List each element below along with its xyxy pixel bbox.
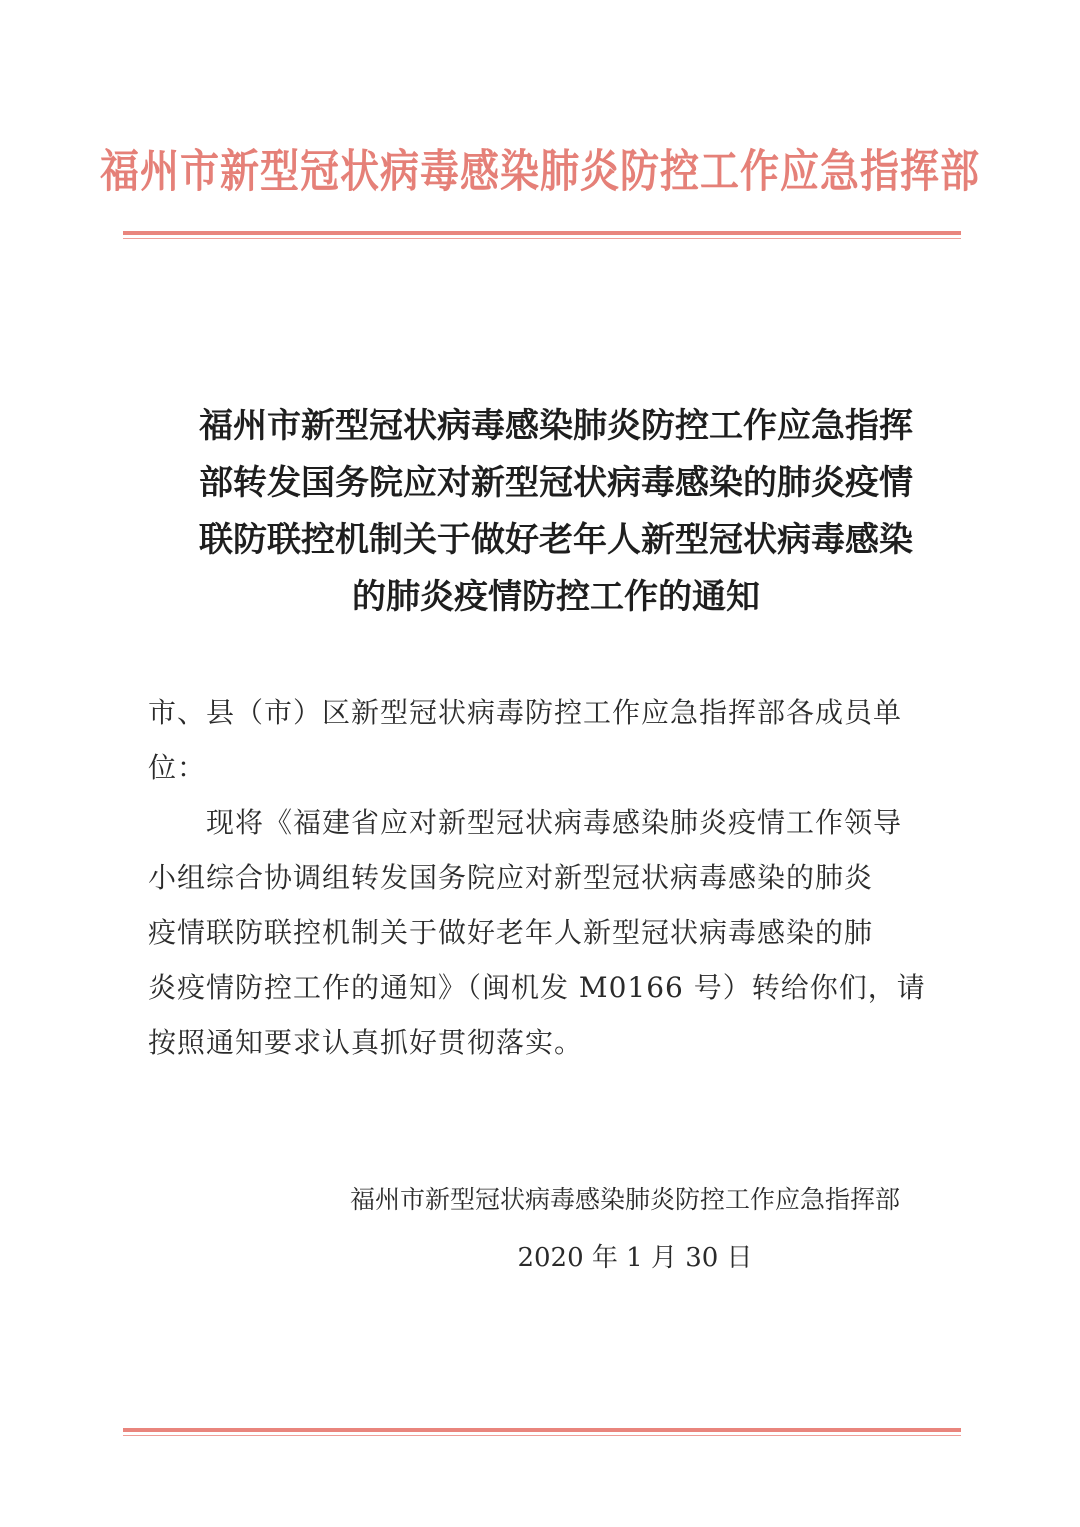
body-line: 炎疫情防控工作的通知》（闽机发 M0166 号）转给你们，请 [148,971,926,1004]
body-line: 疫情联防联控机制关于做好老年人新型冠状病毒感染的肺 [148,916,874,949]
body-line: 现将《福建省应对新型冠状病毒感染肺炎疫情工作领导 [148,806,903,839]
body-line-recipient: 位： [148,751,207,784]
title-line: 的肺炎疫情防控工作的通知 [352,577,760,617]
signature-date: 2020 年 1 月 30 日 [517,1243,753,1273]
title-line: 联防联控机制关于做好老年人新型冠状病毒感染 [199,520,913,560]
footer-red-rule [123,1428,961,1436]
title-line: 部转发国务院应对新型冠状病毒感染的肺炎疫情 [199,463,913,503]
letterhead-red-rule [123,231,961,239]
title-line: 福州市新型冠状病毒感染肺炎防控工作应急指挥 [199,406,913,446]
document-body [148,685,926,1070]
body-line-recipient: 市、县（市）区新型冠状病毒防控工作应急指挥部各成员单 [148,696,903,729]
body-line: 小组综合协调组转发国务院应对新型冠状病毒感染的肺炎 [148,861,874,894]
signature-issuer: 福州市新型冠状病毒感染肺炎防控工作应急指挥部 [349,1185,900,1214]
letterhead-issuer: 福州市新型冠状病毒感染肺炎防控工作应急指挥部 [100,145,981,198]
document-title [158,398,954,626]
body-line: 按照通知要求认真抓好贯彻落实。 [148,1026,584,1059]
